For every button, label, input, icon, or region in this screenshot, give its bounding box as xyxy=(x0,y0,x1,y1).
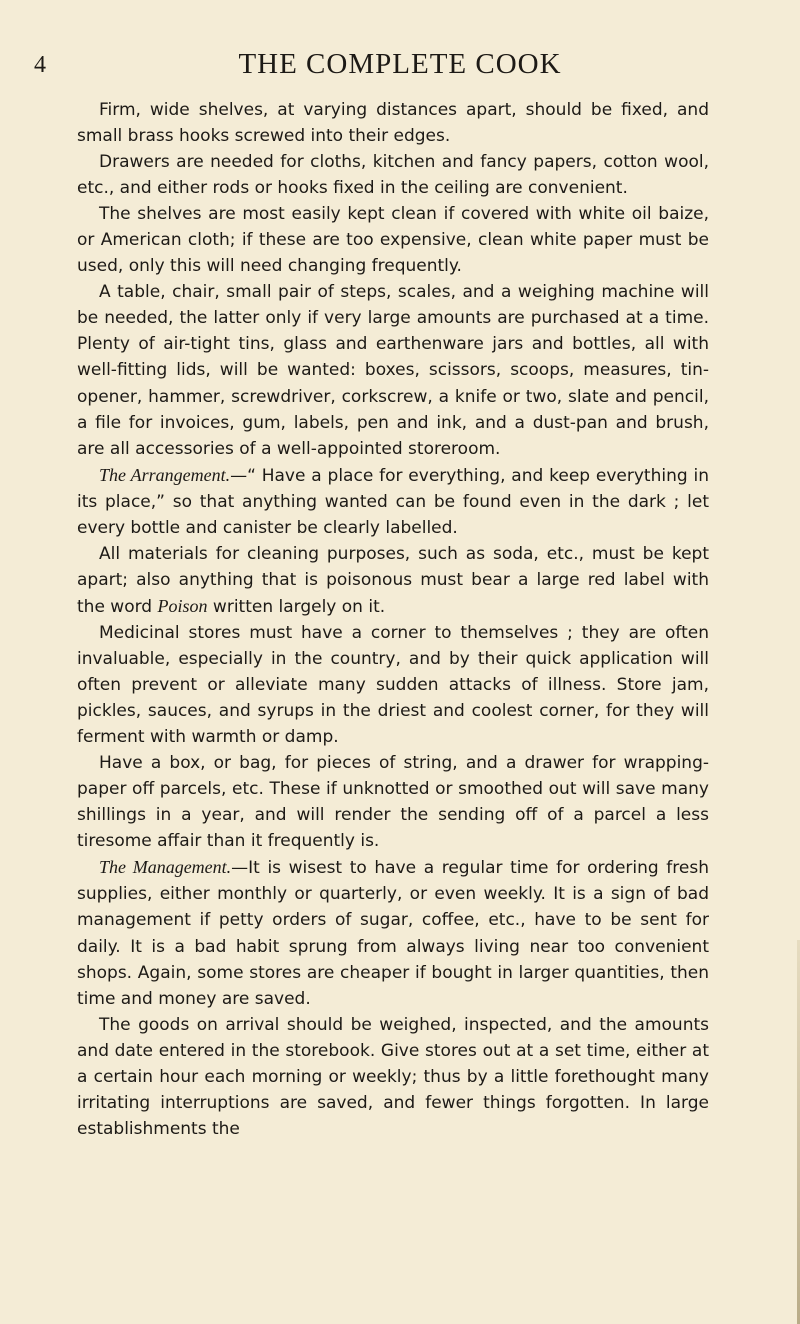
paragraph: A table, chair, small pair of steps, scales, and a weighing machine will be needed, the latter only if very large amounts are purchased at a time. Plenty of air-tight tins, glass and earthenware jars and bottles, all with well-fitting lids, will be wanted: boxes, scissors, scoops, measures, tin-opener, hammer, screwdriver, corkscrew, a knife or two, slate and pencil, a file for invoices, gum, labels, pen and ink, and a dust-pan and brush, are all accessories of a well-appointed storeroom. xyxy=(77,282,709,459)
paragraph xyxy=(77,462,709,541)
paragraph: Drawers are needed for cloths, kitchen and fancy papers, cotton wool, etc., and either rods or hooks fixed in the ceiling are convenient. xyxy=(77,152,709,199)
paragraph-text: All materials for cleaning purposes, such as soda, etc., must be kept apart; also anything that is poisonous must bear a large red label with the word xyxy=(77,543,709,617)
paragraph xyxy=(77,854,709,1011)
page-number: 4 xyxy=(34,52,46,78)
paragraph: The shelves are most easily kept clean if covered with white oil baize, or American cloth; if these are too expensive, clean white paper must be used, only this will need changing frequently. xyxy=(77,204,709,277)
paragraph-text: written largely on it. xyxy=(207,596,386,617)
section-heading-arrangement: The Arrangement. xyxy=(99,464,231,485)
paragraph: Medicinal stores must have a corner to themselves ; they are often invaluable, especially in the country, and by their quick application will often prevent or alleviate many sudden attacks of illness. Store jam, pickles, sauces, and syrups in the driest and coolest corner, for they will ferment with warmth or damp. xyxy=(77,622,709,748)
paragraph: The goods on arrival should be weighed, inspected, and the amounts and date entered in the storebook. Give stores out at a set time, either at a certain hour each morning or weekly; thus by a little forethought many irritating interruptions are saved, and fewer things forgotten. In large establishments the xyxy=(77,1014,709,1139)
paragraph: Firm, wide shelves, at varying distances apart, should be fixed, and small brass hooks screwed into their edges. xyxy=(77,100,709,147)
section-heading-management: The Management. xyxy=(99,857,232,878)
running-title: THE COMPLETE COOK xyxy=(238,48,562,80)
body-text xyxy=(77,97,709,1142)
paragraph-text: —“ Have a place for everything, and keep everything in its place,” so that anything wanted can be found even in the dark ; let every bottle and canister be clearly labelled. xyxy=(77,465,709,538)
paragraph xyxy=(77,541,709,620)
paragraph: Have a box, or bag, for pieces of string, and a drawer for wrapping-paper off parcels, etc. These if unknotted or smoothed out will save many shillings in a year, and will render the sending off of a parcel a less tiresome affair than it frequently is. xyxy=(77,753,709,852)
paragraph-text: —It is wisest to have a regular time for ordering fresh supplies, either monthly or quarterly, or even weekly. It is a sign of bad management if petty orders of sugar, coffee, etc., have to be sent for daily. It is a bad habit sprung from always living near too convenient shops. Again, some stores are cheaper if bought in larger quantities, then time and money are saved. xyxy=(77,858,709,1009)
emphasis-poison: Poison xyxy=(157,595,208,616)
